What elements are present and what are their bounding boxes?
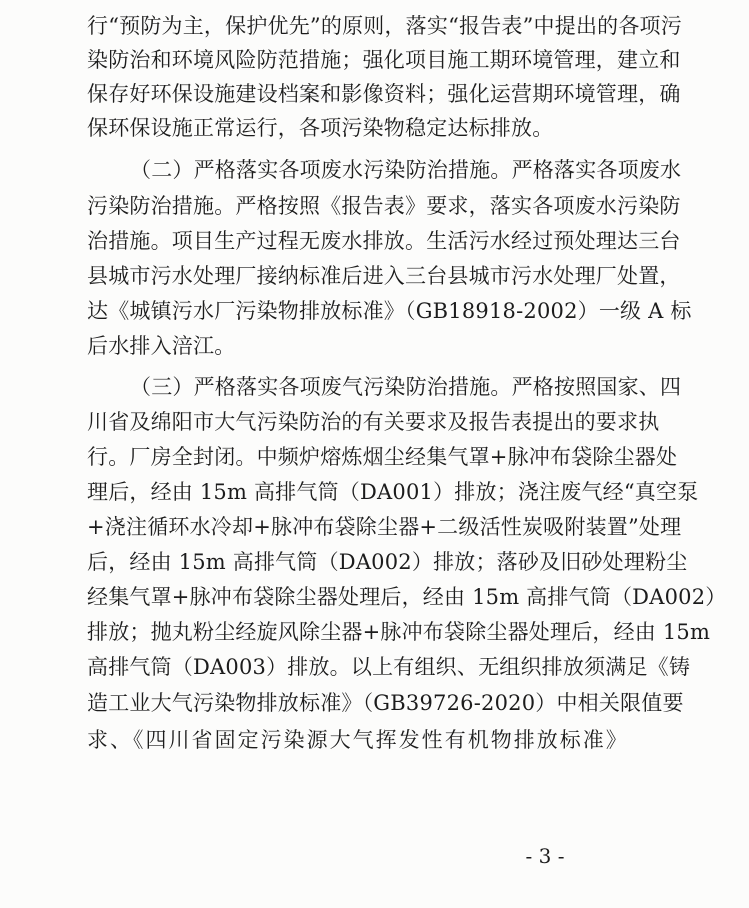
text-line-20: 造工业大气污染物排放标准》（GB39726-2020）中相关限值要 [87, 691, 684, 715]
text-line-19: 高排气筒（DA003）排放。以上有组织、无组织排放须满足《铸 [87, 655, 691, 679]
text-line-1: 行“预防为主，保护优先”的原则，落实“报告表”中提出的各项污 [87, 14, 682, 38]
text-line-2: 染防治和环境风险防范措施；强化项目施工期环境管理，建立和 [87, 48, 681, 72]
text-line-16: 后，经由 15m 高排气筒（DA002）排放；落砂及旧砂处理粉尘 [87, 550, 688, 574]
text-line-15: +浇注循环水冷却+脉冲布袋除尘器+二级活性炭吸附装置”处理 [87, 515, 682, 539]
text-line-10: 后水排入涪江。 [87, 334, 236, 358]
text-line-17: 经集气罩+脉冲布袋除尘器处理后，经由 15m 高排气筒（DA002） [87, 585, 727, 609]
text-line-8: 县城市污水处理厂接纳标准后进入三台县城市污水处理厂处置， [87, 264, 681, 288]
text-line-7: 治措施。项目生产过程无废水排放。生活污水经过预处理达三台 [87, 229, 681, 253]
text-line-6: 污染防治措施。严格按照《报告表》要求，落实各项废水污染防 [87, 194, 681, 218]
text-line-11: （三）严格落实各项废气污染防治措施。严格按照国家、四 [130, 375, 682, 399]
page-number: - 3 - [525, 844, 565, 868]
text-line-5: （二）严格落实各项废水污染防治措施。严格落实各项废水 [130, 158, 682, 182]
text-line-9: 达《城镇污水厂污染物排放标准》（GB18918-2002）一级 A 标 [87, 299, 692, 323]
text-line-18: 排放；抛丸粉尘经旋风除尘器+脉冲布袋除尘器处理后，经由 15m [87, 620, 711, 644]
text-line-4: 保环保设施正常运行，各项污染物稳定达标排放。 [87, 116, 554, 140]
text-line-12: 川省及绵阳市大气污染防治的有关要求及报告表提出的要求执 [87, 410, 660, 434]
text-line-13: 行。厂房全封闭。中频炉熔炼烟尘经集气罩+脉冲布袋除尘器处 [87, 445, 678, 469]
text-line-14: 理后，经由 15m 高排气筒（DA001）排放；浇注废气经“真空泵 [87, 480, 699, 504]
text-line-3: 保存好环保设施建设档案和影像资料；强化运营期环境管理，确 [87, 82, 681, 106]
text-line-21: 求、《四川省固定污染源大气挥发性有机物排放标准》 [87, 728, 627, 752]
